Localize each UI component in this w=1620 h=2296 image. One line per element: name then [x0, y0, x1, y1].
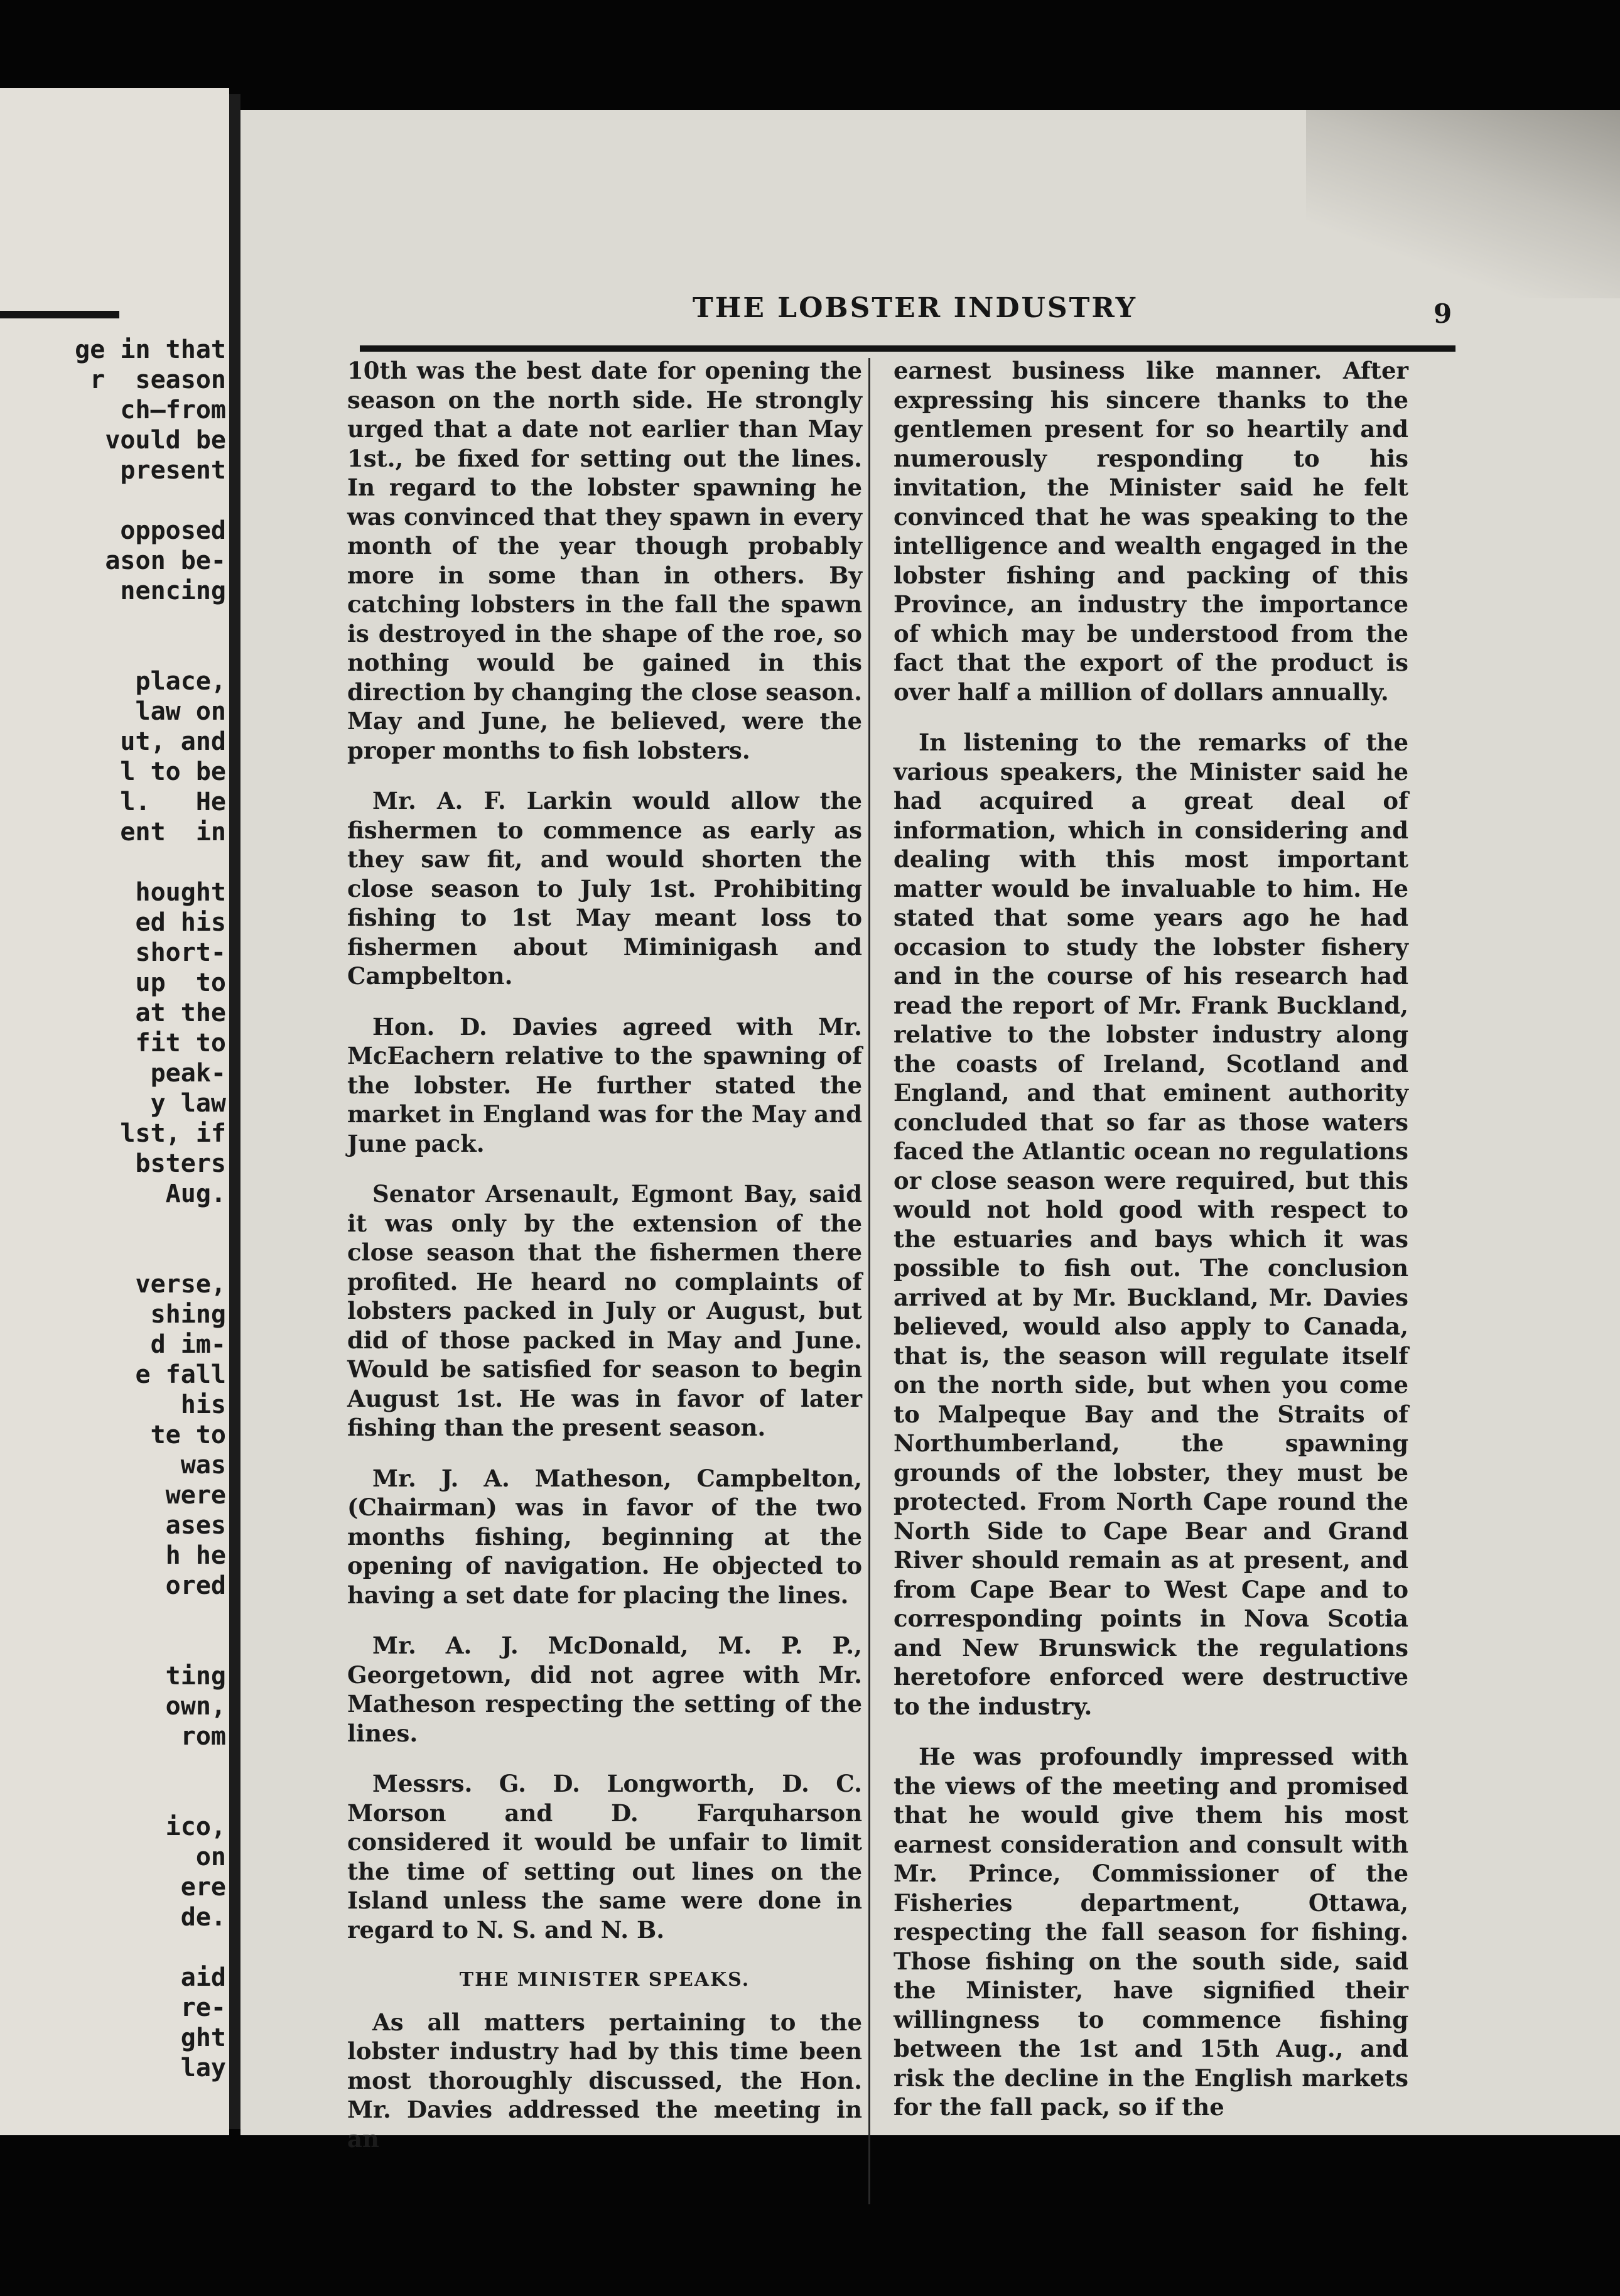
paragraph: earnest business like manner. After expressing his sincere thanks to the gentlemen present for so heartily and numerously responding to his invitation, the Minister said he felt convinced that he was speaking to the intelligence and wealth engaged in the lobster fishing and packing of this Province, an industry the importance of which may be understood from the fact that the export of the product is over half a million of dollars annually.: [894, 357, 1408, 706]
paragraph: Messrs. G. D. Longworth, D. C. Morson and D. Farquharson considered it would be unfair to limit the time of setting out lines on the Island unless the same were done in regard to N. S. and N. B.: [347, 1770, 862, 1944]
header-rule: [360, 345, 1455, 352]
left-column: [347, 356, 862, 2175]
paragraph: As all matters pertaining to the lobster industry had by this time been most thoroughly discussed, the Hon. Mr. Davies addressed the meeting in an: [347, 2008, 862, 2153]
running-header-title: THE LOBSTER INDUSTRY: [693, 292, 1138, 324]
right-column: [894, 356, 1408, 2143]
page-stain: [1306, 110, 1620, 298]
paragraph: Mr. A. F. Larkin would allow the fishermen to commence as early as they saw fit, and would shorten the close season to July 1st. Prohibiting fishing to 1st May meant loss to fishermen about Miminigash and Campbelton.: [347, 787, 862, 990]
page-number: 9: [1434, 298, 1452, 329]
adjacent-page-header-rule: [0, 311, 119, 318]
adjacent-page: [0, 88, 229, 2135]
paragraph: In listening to the remarks of the various speakers, the Minister said he had acquired a great deal of information, which in considering and dealing with this most important matter would be invaluable to him. He stated that some years ago he had occasion to study the lobster fishery and in the course of his research had read the report of Mr. Frank Buckland, relative to the lobster industry along the coasts of Ireland, Scotland and England, and that eminent authority concluded that so far as those waters faced the Atlantic ocean no regulations or close season were required, but this would not hold good with respect to the estuaries and bays which it was possible to fish out. The conclusion arrived at by Mr. Buckland, Mr. Davies believed, would also apply to Canada, that is, the season will regulate itself on the north side, but when you come to Malpeque Bay and the Straits of Northumberland, the spawning grounds of the lobster, they must be protected. From North Cape round the North Side to Cape Bear and Grand River should remain as at present, and from Cape Bear to West Cape and to corresponding points in Nova Scotia and New Brunswick the regulations heretofore enforced were destructive to the industry.: [894, 728, 1408, 1720]
adjacent-page-text-fragment: ge in that r season ch—from vould be present opposed ason be- nencing place, law on ut, and l to be l. He ent in hought ed his short- up to at the fit to peak- y law lst, if bsters Aug. verse, shing d im- e fall his te to was were ases h he ored ting own, rom ico, on ere de. aid re- ght lay: [75, 335, 226, 2082]
paragraph: Mr. J. A. Matheson, Campbelton, (Chairman) was in favor of the two months fishing, beginning at the opening of navigation. He objected to having a set date for placing the lines.: [347, 1464, 862, 1609]
page-gutter: [229, 94, 240, 2129]
paragraph: Mr. A. J. McDonald, M. P. P., Georgetown, did not agree with Mr. Matheson respecting the setting of the lines.: [347, 1632, 862, 1747]
paragraph: Senator Arsenault, Egmont Bay, said it was only by the extension of the close season that the fishermen there profited. He heard no complaints of lobsters packed in July or August, but did of those packed in May and June. Would be satisfied for season to begin August 1st. He was in favor of later fishing than the present season.: [347, 1180, 862, 1441]
section-heading: THE MINISTER SPEAKS.: [459, 1969, 750, 1991]
paragraph: Hon. D. Davies agreed with Mr. McEachern relative to the spawning of the lobster. He further stated the market in England was for the May and June pack.: [347, 1012, 862, 1157]
paragraph: 10th was the best date for opening the season on the north side. He strongly urged that a date not earlier than May 1st., be fixed for setting out the lines. In regard to the lobster spawning he was convinced that they spawn in every month of the year though probably more in some than in others. By catching lobsters in the fall the spawn is destroyed in the shape of the roe, so nothing would be gained in this direction by changing the close season. May and June, he believed, were the proper months to fish lobsters.: [347, 357, 862, 764]
paragraph: He was profoundly impressed with the views of the meeting and promised that he would give them his most earnest consideration and consult with Mr. Prince, Commissioner of the Fisheries department, Ottawa, respecting the fall season for fishing. Those fishing on the south side, said the Minister, have signified their willingness to commence fishing between the 1st and 15th Aug., and risk the decline in the English markets for the fall pack, so if the: [894, 1743, 1408, 2121]
newspaper-page: [240, 110, 1620, 2153]
column-divider: [868, 358, 870, 2204]
